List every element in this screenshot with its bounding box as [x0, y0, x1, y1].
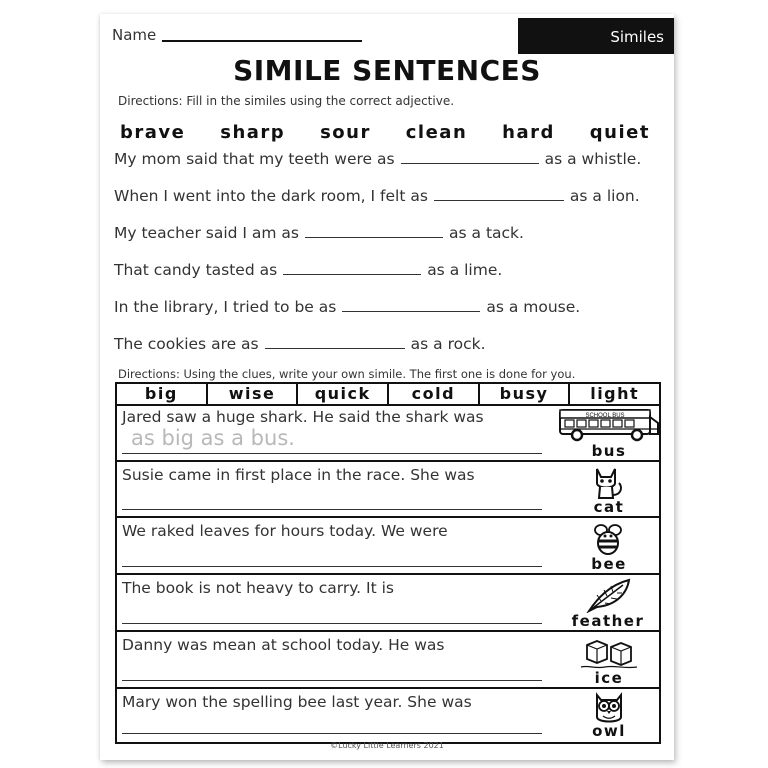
sentence-text: In the library, I tried to be as	[114, 298, 337, 316]
directions-part1: Directions: Fill in the similes using the correct adjective.	[118, 94, 455, 108]
ice-cubes-icon	[579, 635, 639, 671]
word-bank-item: cold	[389, 384, 480, 404]
owl-icon	[589, 691, 629, 725]
sentence-text: as a rock.	[410, 335, 486, 353]
copyright-footer: ©Lucky Little Learners 2021	[330, 741, 444, 750]
word-bank-item: clean	[405, 122, 468, 143]
answer-line[interactable]	[122, 623, 542, 624]
clue-text: Jared saw a huge shark. He said the shark was	[122, 408, 484, 426]
simile-clue-table	[115, 382, 661, 744]
sentence-text: My mom said that my teeth were as	[114, 150, 395, 168]
sentence-text: That candy tasted as	[114, 261, 278, 279]
name-line[interactable]	[162, 40, 362, 42]
picture-label: bus	[591, 442, 627, 460]
sentence-text: as a whistle.	[544, 150, 642, 168]
clue-row	[117, 518, 659, 575]
bee-icon	[587, 521, 631, 557]
picture-label: cat	[593, 498, 625, 516]
word-bank-item: brave	[120, 122, 186, 143]
sentence-5	[114, 298, 580, 316]
answer-line[interactable]	[122, 509, 542, 510]
word-bank-describing	[117, 384, 659, 406]
picture-label: bee	[591, 555, 627, 573]
sentence-text: as a tack.	[449, 224, 524, 242]
clue-row	[117, 462, 659, 518]
sentence-6	[114, 335, 486, 353]
picture-label: feather	[571, 612, 645, 630]
topic-banner	[518, 18, 674, 54]
sentence-text: My teacher said I am as	[114, 224, 300, 242]
sentence-text: When I went into the dark room, I felt as	[114, 187, 428, 205]
sentence-3	[114, 224, 524, 242]
word-bank-item: quick	[298, 384, 389, 404]
example-answer: as big as a bus.	[131, 426, 295, 450]
name-label: Name	[112, 26, 157, 44]
sentence-2	[114, 187, 640, 205]
topic-label: Similes	[610, 28, 664, 46]
directions-part2: Directions: Using the clues, write your own simile. The first one is done for you.	[118, 367, 576, 381]
sentence-text: as a lion.	[569, 187, 640, 205]
answer-blank[interactable]	[401, 162, 539, 164]
word-bank-item: sharp	[220, 122, 286, 143]
clue-text: We raked leaves for hours today. We were	[122, 522, 448, 540]
clue-row	[117, 689, 659, 742]
answer-blank[interactable]	[265, 347, 405, 349]
word-bank-item: quiet	[589, 122, 650, 143]
clue-text: Danny was mean at school today. He was	[122, 636, 445, 654]
clue-text: Mary won the spelling bee last year. She was	[122, 693, 472, 711]
school-bus-icon	[557, 407, 661, 443]
sentence-text: as a mouse.	[486, 298, 581, 316]
picture-label: owl	[592, 722, 626, 740]
word-bank-item: sour	[320, 122, 371, 143]
word-bank-item: light	[590, 384, 640, 403]
word-bank-item: hard	[502, 122, 555, 143]
word-bank-item: big	[117, 384, 208, 404]
clue-row	[117, 632, 659, 689]
clue-text: The book is not heavy to carry. It is	[122, 579, 394, 597]
answer-line[interactable]	[122, 733, 542, 734]
clue-text: Susie came in first place in the race. She was	[122, 466, 475, 484]
answer-blank[interactable]	[305, 236, 443, 238]
sentence-1	[114, 150, 641, 168]
sentence-text: The cookies are as	[114, 335, 259, 353]
clue-row	[117, 404, 659, 462]
answer-blank[interactable]	[283, 273, 421, 275]
bus-sign-text: SCHOOL BUS	[585, 413, 625, 419]
sentence-4	[114, 261, 502, 279]
answer-line[interactable]	[122, 453, 542, 454]
cat-icon	[587, 465, 631, 501]
word-bank-item: wise	[208, 384, 299, 404]
answer-blank[interactable]	[434, 199, 564, 201]
page-title: SIMILE SENTENCES	[233, 54, 541, 87]
clue-row	[117, 575, 659, 632]
word-bank-item: busy	[480, 384, 571, 404]
picture-label: ice	[594, 669, 624, 687]
answer-line[interactable]	[122, 680, 542, 681]
sentence-text: as a lime.	[427, 261, 503, 279]
word-bank-adjectives	[120, 122, 650, 143]
worksheet-page	[100, 14, 674, 760]
answer-line[interactable]	[122, 566, 542, 567]
feather-icon	[583, 577, 635, 613]
answer-blank[interactable]	[342, 310, 480, 312]
